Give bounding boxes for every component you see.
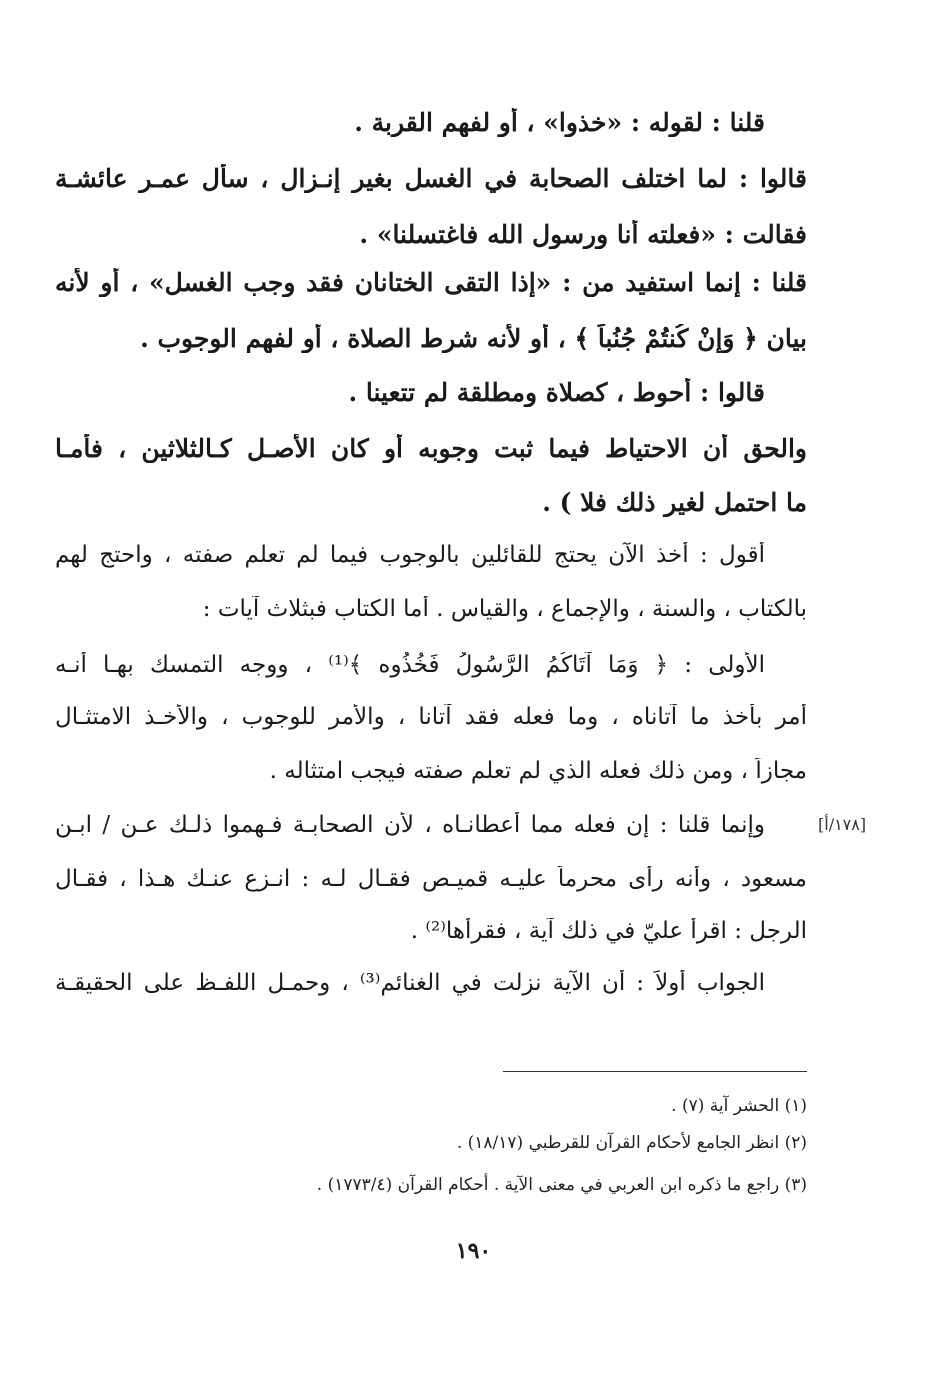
text-line-9: أقول : أخذ الآن يحتج للقائلين بالوجوب فيما لم تعلم صفته ، واحتج لهم: [55, 542, 765, 568]
text-line-13: مجازاً ، ومن ذلك فعله الذي لم تعلم صفته فيجب امتثاله .: [269, 758, 807, 784]
footnote-separator: [503, 1071, 807, 1072]
text-line-7: والحق أن الاحتياط فيما ثبت وجوبه أو كان الأصـل كـالثلاثين ، فأمـا: [55, 434, 807, 463]
text-line-8: ما احتمل لغير ذلك فلا ) .: [542, 488, 807, 517]
page-number: ١٩٠: [455, 1238, 492, 1264]
text-line-17: الجواب أولاً : أن الآية نزلت في الغنائم⁽³⁾ ، وحمـل اللفـظ على الحقيقـة: [55, 970, 765, 996]
text-line-5: بيان ﴿ وَإِنْ كُنتُمْ جُنُباً ﴾ ، أو لأنه شرط الصلاة ، أو لفهم الوجوب .: [140, 324, 807, 353]
text-line-3: فقالت : «فعلته أنا ورسول الله فاغتسلنا» .: [359, 220, 807, 249]
text-line-15: مسعود ، وأنه رأى محرماً عليـه قميـص فقـال لـه : انـزع عنـك هـذا ، فقـال: [55, 866, 807, 892]
text-line-1: قلنا : لقوله : «خذوا» ، أو لفهم القربة .: [354, 108, 765, 137]
footnote-2: (٢) انظر الجامع لأحكام القرآن للقرطبي (١٨/١٧) .: [456, 1133, 807, 1153]
text-line-2: قالوا : لما اختلف الصحابة في الغسل بغير إنـزال ، سأل عمـر عائشـة: [55, 164, 807, 193]
text-line-12: أمر بأخذ ما آتاناه ، وما فعله فقد آتانا ، والأمر للوجوب ، والأخـذ الامتثـال: [55, 704, 807, 730]
footnote-3: (٣) راجع ما ذكره ابن العربي في معنى الآية . أحكام القرآن (١٧٧٣/٤) .: [316, 1175, 807, 1195]
text-line-10: بالكتاب ، والسنة ، والإجماع ، والقياس . أما الكتاب فبثلاث آيات :: [202, 596, 807, 622]
text-line-11: الأولى : ﴿ وَمَا آتَاكُمُ الرَّسُولُ فَخُذُوه ﴾⁽¹⁾ ، ووجه التمسك بهـا أنـه: [55, 652, 765, 678]
footnote-1: (١) الحشر آية (٧) .: [671, 1096, 807, 1116]
text-line-16: الرجل : اقرأ عليّ في ذلك آية ، فقرأها⁽²⁾ .: [410, 918, 807, 944]
text-line-4: قلنا : إنما استفيد من : «إذا التقى الختانان فقد وجب الغسل» ، أو لأنه: [55, 268, 807, 297]
text-line-6: قالوا : أحوط ، كصلاة ومطلقة لم تتعينا .: [348, 378, 765, 407]
margin-folio-reference: [١٧٨/أ]: [818, 815, 867, 834]
text-line-14: وإنما قلنا : إن فعله مما أعطانـاه ، لأن الصحابـة فـهموا ذلـك عـن / ابـن: [55, 812, 765, 838]
